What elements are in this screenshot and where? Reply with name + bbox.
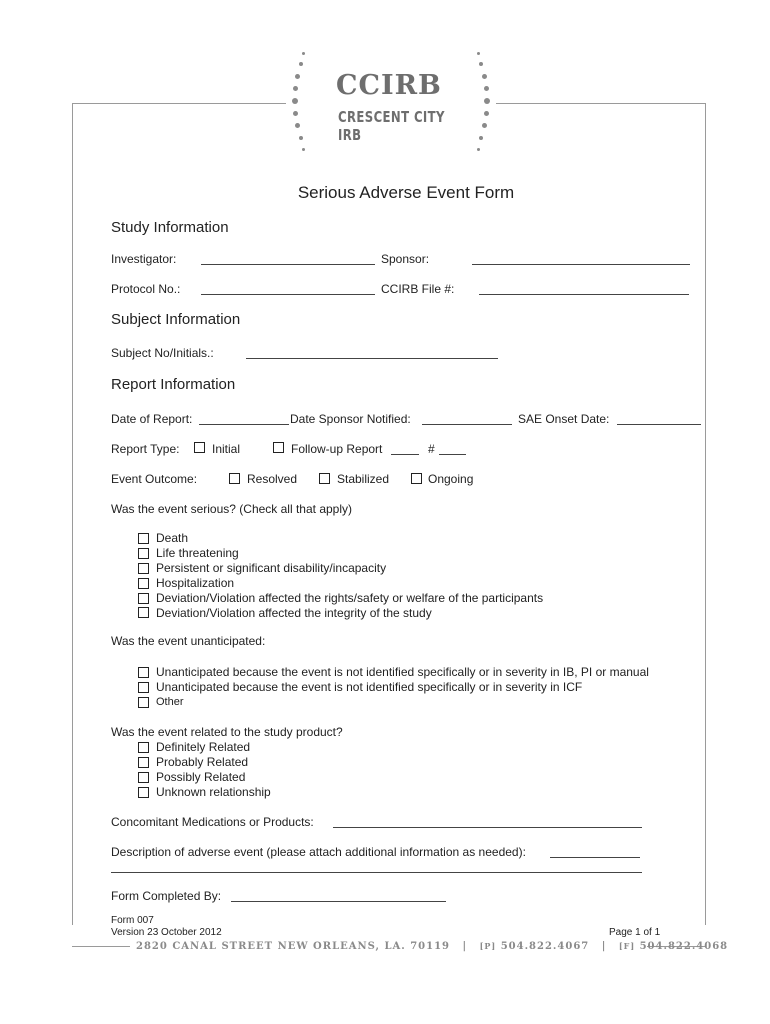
definitely-related-checkbox[interactable] [138, 742, 149, 753]
resolved-checkbox[interactable] [229, 473, 240, 484]
footer-fax: 504.822.4068 [639, 941, 729, 952]
footer-fax-tag: [F] [618, 941, 636, 951]
logo-name: CCIRB [336, 70, 442, 101]
investigator-label: Investigator: [111, 252, 177, 266]
form-version: Version 23 October 2012 [111, 927, 222, 938]
life-threatening-label: Life threatening [156, 546, 239, 560]
followup-number-field[interactable] [391, 454, 419, 455]
deviation-rights-checkbox[interactable] [138, 593, 149, 604]
description-field-line[interactable] [111, 872, 642, 873]
footer-address: 2820 CANAL STREET NEW ORLEANS, LA. 70119 [136, 941, 451, 952]
unanticipated-question: Was the event unanticipated: [111, 634, 266, 648]
event-outcome-label: Event Outcome: [111, 472, 198, 486]
unanticipated-ib-checkbox[interactable] [138, 667, 149, 678]
deviation-rights-label: Deviation/Violation affected the rights/safety or welfare of the participants [156, 591, 544, 605]
initial-label: Initial [212, 442, 241, 456]
disability-label: Persistent or significant disability/incapacity [156, 561, 387, 575]
report-number-field[interactable] [439, 454, 466, 455]
sae-onset-date-field[interactable] [617, 424, 701, 425]
form-completed-field[interactable] [231, 901, 446, 902]
sae-onset-date-label: SAE Onset Date: [518, 412, 610, 426]
probably-related-label: Probably Related [156, 755, 249, 769]
date-sponsor-notified-field[interactable] [422, 424, 512, 425]
ongoing-checkbox[interactable] [411, 473, 422, 484]
description-label: Description of adverse event (please attach additional information as needed): [111, 845, 526, 859]
footer-separator-2: | [601, 941, 607, 952]
report-number-label: # [428, 442, 435, 456]
unknown-relationship-label: Unknown relationship [156, 785, 271, 799]
description-field-inline[interactable] [550, 857, 640, 858]
page-number: Page 1 of 1 [609, 927, 661, 938]
footer-phone-tag: [P] [479, 941, 497, 951]
probably-related-checkbox[interactable] [138, 757, 149, 768]
investigator-field[interactable] [201, 264, 375, 265]
followup-label: Follow-up Report [291, 442, 383, 456]
hospitalization-checkbox[interactable] [138, 578, 149, 589]
unanticipated-icf-label: Unanticipated because the event is not identified specifically or in severity in ICF [156, 680, 583, 694]
related-question: Was the event related to the study product? [111, 725, 343, 739]
unanticipated-ib-label: Unanticipated because the event is not identified specifically or in severity in IB, PI or manual [156, 665, 649, 679]
ongoing-label: Ongoing [428, 472, 474, 486]
date-of-report-label: Date of Report: [111, 412, 193, 426]
death-label: Death [156, 531, 189, 545]
concomitant-field[interactable] [333, 827, 642, 828]
report-type-label: Report Type: [111, 442, 180, 456]
subject-initials-field[interactable] [246, 358, 498, 359]
initial-checkbox[interactable] [194, 442, 205, 453]
date-of-report-field[interactable] [199, 424, 289, 425]
resolved-label: Resolved [247, 472, 298, 486]
possibly-related-checkbox[interactable] [138, 772, 149, 783]
form-number: Form 007 [111, 915, 154, 926]
ccirb-file-label: CCIRB File #: [381, 282, 455, 296]
form-title: Serious Adverse Event Form [297, 183, 515, 202]
page-border-top-left [72, 103, 286, 104]
report-information-heading: Report Information [111, 376, 236, 393]
logo-subtitle: CRESCENT CITY IRB [338, 108, 445, 144]
unanticipated-other-checkbox[interactable] [138, 697, 149, 708]
unanticipated-other-label: Other [156, 696, 184, 708]
unanticipated-icf-checkbox[interactable] [138, 682, 149, 693]
deviation-integrity-label: Deviation/Violation affected the integrity of the study [156, 606, 432, 620]
sponsor-label: Sponsor: [381, 252, 430, 266]
subject-initials-label: Subject No/Initials.: [111, 346, 214, 360]
subject-information-heading: Subject Information [111, 311, 241, 328]
study-information-heading: Study Information [111, 219, 229, 236]
footer-phone: 504.822.4067 [500, 941, 590, 952]
disability-checkbox[interactable] [138, 563, 149, 574]
sponsor-field[interactable] [472, 264, 690, 265]
logo [286, 48, 496, 160]
ccirb-file-field[interactable] [479, 294, 689, 295]
protocol-field[interactable] [201, 294, 375, 295]
form-completed-label: Form Completed By: [111, 889, 222, 903]
page-border-right [705, 103, 706, 925]
footer-rule-left [72, 946, 130, 947]
unknown-relationship-checkbox[interactable] [138, 787, 149, 798]
page-border-top-right [496, 103, 706, 104]
death-checkbox[interactable] [138, 533, 149, 544]
definitely-related-label: Definitely Related [156, 740, 251, 754]
deviation-integrity-checkbox[interactable] [138, 607, 149, 618]
page-border-left [72, 103, 73, 925]
serious-question: Was the event serious? (Check all that apply) [111, 502, 353, 516]
possibly-related-label: Possibly Related [156, 770, 246, 784]
followup-checkbox[interactable] [273, 442, 284, 453]
hospitalization-label: Hospitalization [156, 576, 235, 590]
footer-address-block [136, 941, 728, 952]
concomitant-label: Concomitant Medications or Products: [111, 815, 314, 829]
life-threatening-checkbox[interactable] [138, 548, 149, 559]
stabilized-label: Stabilized [337, 472, 390, 486]
stabilized-checkbox[interactable] [319, 473, 330, 484]
protocol-label: Protocol No.: [111, 282, 181, 296]
footer-separator-1: | [462, 941, 468, 952]
date-sponsor-notified-label: Date Sponsor Notified: [290, 412, 411, 426]
